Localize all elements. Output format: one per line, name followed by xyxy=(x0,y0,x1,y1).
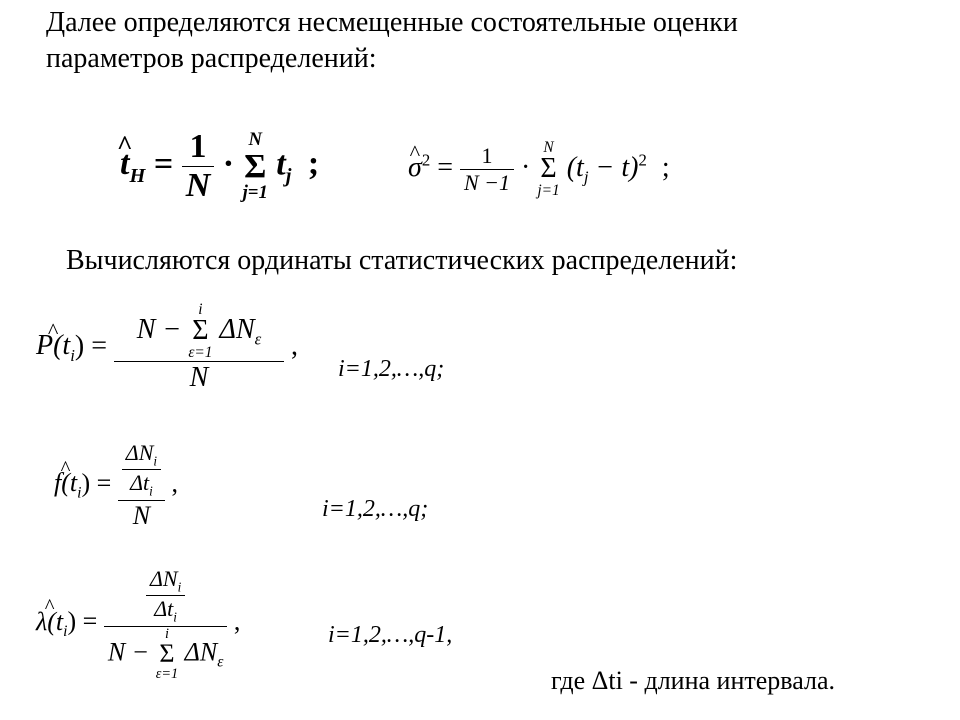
variance-sum-upper: N xyxy=(543,139,554,156)
mean-sum-term-sub: j xyxy=(285,165,292,188)
ordinates-heading: Вычисляются ординаты статистических распределений: xyxy=(66,245,738,276)
lambda-fraction-den xyxy=(104,627,228,682)
variance-lhs: ^ σ xyxy=(408,152,422,184)
p-fraction xyxy=(114,302,284,394)
p-sum-upper: i xyxy=(198,301,203,318)
mean-sum-upper: N xyxy=(248,128,262,150)
intro-line-2: параметров распределений: xyxy=(46,43,377,74)
f-lhs: ^ f(t xyxy=(54,468,77,498)
p-fraction-den: N xyxy=(189,361,209,393)
f-range: i=1,2,…,q; xyxy=(322,496,429,522)
mean-estimate-lhs-sub: H xyxy=(129,165,146,188)
lambda-den-right-sub: ε xyxy=(217,653,224,671)
f-fraction-num xyxy=(118,440,165,500)
lambda-den-left: N − xyxy=(107,637,150,667)
f-inner-den: $\Delta t_i$ xyxy=(130,470,153,499)
variance-term-rest: − t) xyxy=(588,151,639,183)
variance-fraction-den: N −1 xyxy=(464,169,511,195)
lambda-comma: , xyxy=(233,606,241,636)
mean-sum-operator: N Σ j=1 xyxy=(242,128,268,203)
footnote: где Δti - длина интервала. xyxy=(551,666,835,695)
mean-fraction-den: N xyxy=(185,167,211,204)
variance-fraction-num: 1 xyxy=(481,142,493,168)
p-num-right: ΔN xyxy=(219,313,255,345)
survival-function-formula xyxy=(36,302,298,394)
lambda-fraction-num xyxy=(142,566,189,626)
variance-sum-operator: N Σ j=1 xyxy=(537,139,560,200)
f-fraction xyxy=(118,440,165,531)
p-lhs-sub: i xyxy=(70,345,75,365)
p-num-left: N − xyxy=(136,313,182,345)
f-lhs-sub: i xyxy=(77,484,82,502)
f-inner-fraction xyxy=(122,440,161,500)
lambda-inner-fraction xyxy=(146,566,185,626)
variance-estimate-formula: ^ $\sigma^2$ = $\frac{1}{N -1}$ · N Σ j=1 $(t_j - t)^2$ ; xyxy=(408,140,670,199)
variance-end: ; xyxy=(661,151,670,183)
f-inner-num: $\Delta N_i$ xyxy=(125,440,158,469)
mean-sum-lower: j=1 xyxy=(242,181,268,203)
lambda-lhs-sub: i xyxy=(63,622,68,640)
variance-fraction xyxy=(460,143,514,196)
intro-line-1: Далее определяются несмещенные состоятельные оценки xyxy=(46,7,738,38)
f-comma: , xyxy=(171,468,179,498)
lambda-den-right: ΔN xyxy=(184,637,218,667)
mean-sum-term: t xyxy=(276,145,286,183)
mean-estimate-formula: ^ $t_H$ = $\frac{1}{N}$ · N Σ j=1 $t_j$ ; xyxy=(120,128,319,205)
mean-estimate-lhs: ^ t xyxy=(120,145,129,183)
p-fraction-num xyxy=(133,302,265,361)
variance-term-sup: 2 xyxy=(638,150,647,170)
lambda-lhs: ^ λ(t xyxy=(36,607,63,637)
variance-lhs-sup: 2 xyxy=(421,150,431,170)
variance-term: (t xyxy=(566,151,584,183)
lambda-sum-upper: i xyxy=(164,625,169,642)
variance-term-sub: j xyxy=(583,167,589,187)
p-num-right-sub: ε xyxy=(254,329,262,349)
variance-sum-lower: j=1 xyxy=(537,182,560,200)
p-sum-lower: ε=1 xyxy=(188,344,213,362)
f-lhs-close: ) = xyxy=(81,468,112,498)
p-sum-operator: i Σ ε=1 xyxy=(188,301,213,362)
density-function-formula xyxy=(54,440,178,531)
p-lhs-close: ) = xyxy=(74,330,108,362)
lambda-lhs-close: ) = xyxy=(67,606,98,636)
mean-fraction-num: 1 xyxy=(189,128,207,165)
lambda-sum-operator: i Σ ε=1 xyxy=(155,625,179,683)
p-lhs: ^ P(t xyxy=(36,330,70,362)
failure-rate-formula xyxy=(36,566,240,681)
lambda-fraction xyxy=(104,566,228,681)
mean-end: ; xyxy=(307,145,320,183)
p-range: i=1,2,…,q; xyxy=(338,356,445,382)
lambda-range: i=1,2,…,q-1, xyxy=(328,622,453,648)
lambda-inner-den: $\Delta t_i$ xyxy=(154,596,177,625)
p-comma: , xyxy=(291,330,299,362)
lambda-inner-num: $\Delta N_i$ xyxy=(149,566,182,595)
f-fraction-den: N xyxy=(132,500,151,530)
lambda-sum-lower: ε=1 xyxy=(155,666,179,683)
mean-fraction xyxy=(182,128,215,205)
